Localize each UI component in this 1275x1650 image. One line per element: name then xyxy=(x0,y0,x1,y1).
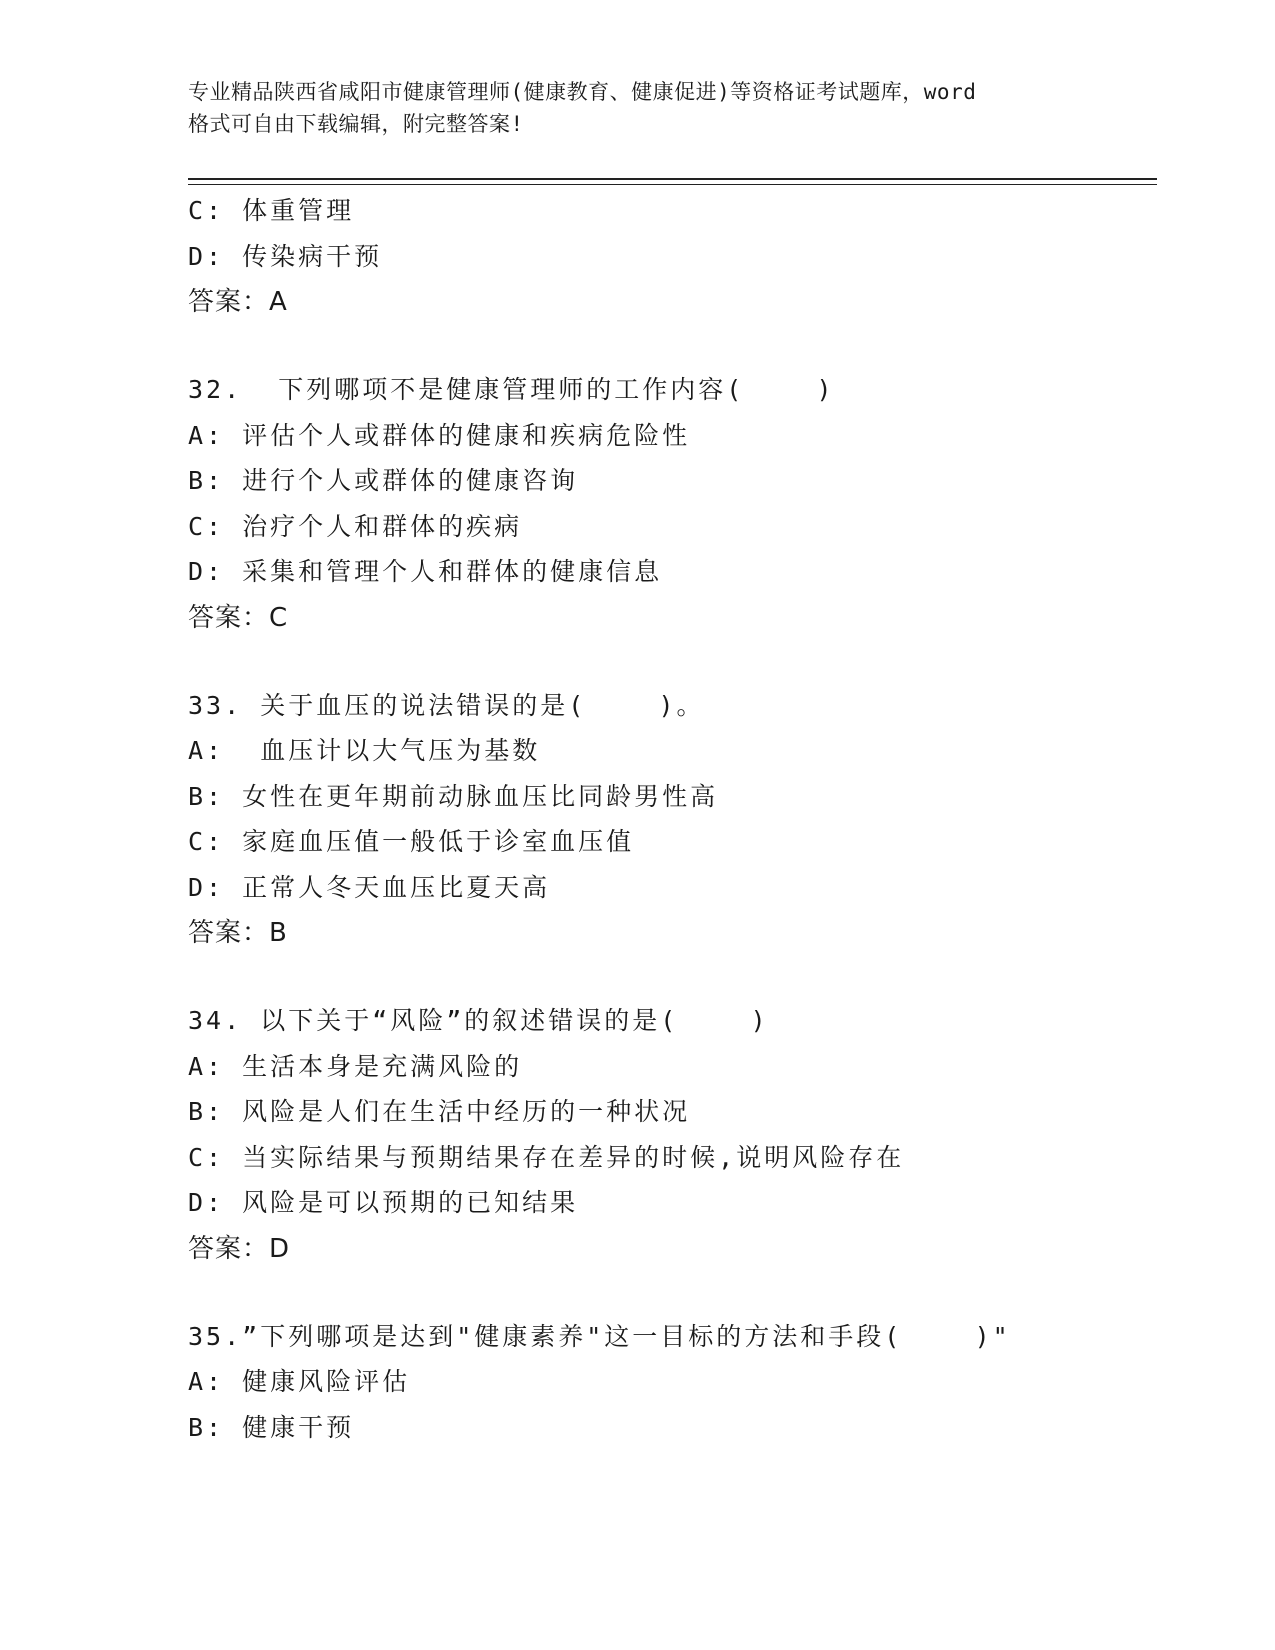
question-32 xyxy=(188,367,1157,641)
question-34 xyxy=(188,998,1157,1272)
spacer xyxy=(188,1272,1157,1314)
question-stem: 35.”下列哪项是达到"健康素养"这一目标的方法和手段( )" xyxy=(188,1321,1011,1351)
question-35 xyxy=(188,1314,1157,1451)
option-b: B: 进行个人或群体的健康咨询 xyxy=(188,466,579,495)
header-divider-thick xyxy=(188,178,1157,180)
option-b: B: 风险是人们在生活中经历的一种状况 xyxy=(188,1097,691,1126)
option-b: B: 女性在更年期前动脉血压比同龄男性高 xyxy=(188,781,719,811)
question-33 xyxy=(188,683,1157,957)
option-d: D: 风险是可以预期的已知结果 xyxy=(188,1188,579,1217)
answer-label: 答案：B xyxy=(188,918,288,948)
question-stem: 33. 关于血压的说法错误的是( )。 xyxy=(188,690,705,720)
option-b: B: 健康干预 xyxy=(188,1412,355,1442)
option-d: D: 正常人冬天血压比夏天高 xyxy=(188,872,551,902)
option-c: C: 治疗个人和群体的疾病 xyxy=(188,511,523,541)
answer-label: 答案：D xyxy=(188,1233,291,1264)
option-c: C: 体重管理 xyxy=(188,196,355,225)
question-31-tail xyxy=(188,188,1157,325)
option-a: A: 健康风险评估 xyxy=(188,1367,411,1396)
question-stem: 32. 下列哪项不是健康管理师的工作内容( ) xyxy=(188,375,835,404)
spacer xyxy=(188,956,1157,998)
answer-label: 答案：C xyxy=(188,602,289,633)
answer-label: 答案：A xyxy=(188,287,288,317)
option-a: A: 评估个人或群体的健康和疾病危险性 xyxy=(188,420,691,450)
option-d: D: 传染病干预 xyxy=(188,241,383,271)
question-stem: 34. 以下关于“风险”的叙述错误的是( ) xyxy=(188,1006,769,1035)
spacer xyxy=(188,641,1157,683)
question-list xyxy=(188,188,1157,1450)
option-d: D: 采集和管理个人和群体的健康信息 xyxy=(188,557,663,586)
option-c: C: 家庭血压值一般低于诊室血压值 xyxy=(188,827,635,856)
spacer xyxy=(188,325,1157,367)
document-header xyxy=(188,76,1088,140)
option-a: A: 生活本身是充满风险的 xyxy=(188,1051,523,1081)
option-a: A: 血压计以大气压为基数 xyxy=(188,736,541,765)
option-c: C: 当实际结果与预期结果存在差异的时候,说明风险存在 xyxy=(188,1142,905,1172)
header-divider-thin xyxy=(188,184,1157,185)
header-line-2: 格式可自由下载编辑，附完整答案! xyxy=(188,112,524,136)
header-line-1: 专业精品陕西省咸阳市健康管理师(健康教育、健康促进)等资格证考试题库，word xyxy=(188,80,977,104)
